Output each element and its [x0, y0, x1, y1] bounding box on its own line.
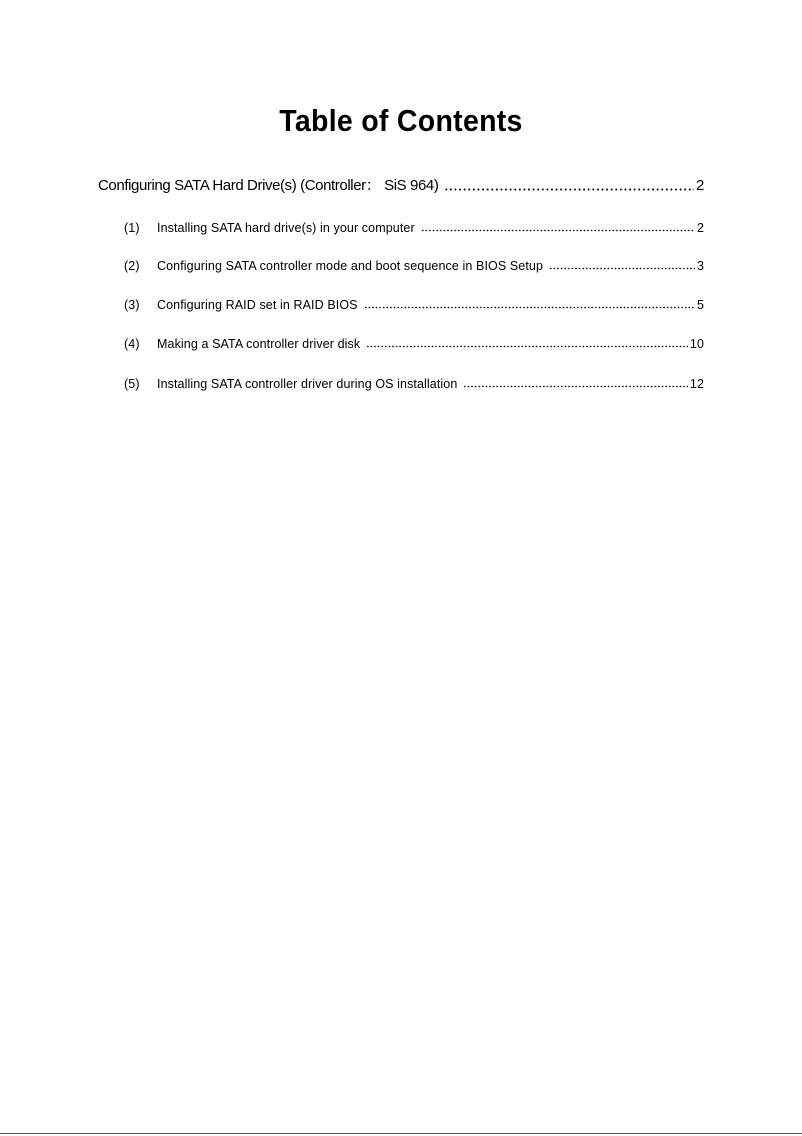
- toc-main-entry[interactable]: [98, 176, 704, 196]
- toc-entry-page: 2: [696, 221, 704, 235]
- toc-entry-label: Making a SATA controller driver disk: [157, 337, 361, 351]
- toc-entry-page: 3: [696, 259, 704, 273]
- toc-entry-label: Installing SATA controller driver during OS installation: [157, 377, 458, 391]
- toc-entry-5[interactable]: [124, 376, 704, 392]
- dot-leader: [366, 345, 688, 348]
- toc-entry-number: (2): [124, 259, 140, 273]
- toc-entry-4[interactable]: [124, 336, 704, 352]
- page-bottom-rule: [0, 1133, 802, 1134]
- toc-entry-1[interactable]: [124, 220, 704, 236]
- dot-leader: [364, 306, 695, 309]
- page-title: Table of Contents: [279, 103, 523, 138]
- toc-entry-2[interactable]: [124, 258, 704, 274]
- toc-main-entry-label: Configuring SATA Hard Drive(s) (Controller： SiS 964): [98, 177, 439, 194]
- dot-leader: [463, 385, 687, 388]
- dot-leader: [549, 267, 695, 270]
- toc-entry-page: 5: [696, 298, 704, 312]
- toc-main-entry-page: 2: [696, 177, 704, 194]
- toc-entry-number: (4): [124, 337, 140, 351]
- toc-entry-number: (5): [124, 377, 140, 391]
- toc-entry-label: Configuring RAID set in RAID BIOS: [157, 298, 358, 312]
- toc-entry-number: (1): [124, 221, 140, 235]
- toc-entry-page: 10: [689, 337, 704, 351]
- toc-entry-label: Installing SATA hard drive(s) in your computer: [157, 221, 415, 235]
- toc-entry-label: Configuring SATA controller mode and boot sequence in BIOS Setup: [157, 259, 544, 273]
- dot-leader: [444, 188, 694, 191]
- dot-leader: [421, 229, 695, 232]
- toc-entry-3[interactable]: [124, 297, 704, 313]
- toc-entry-page: 12: [689, 377, 704, 391]
- toc-entry-number: (3): [124, 298, 140, 312]
